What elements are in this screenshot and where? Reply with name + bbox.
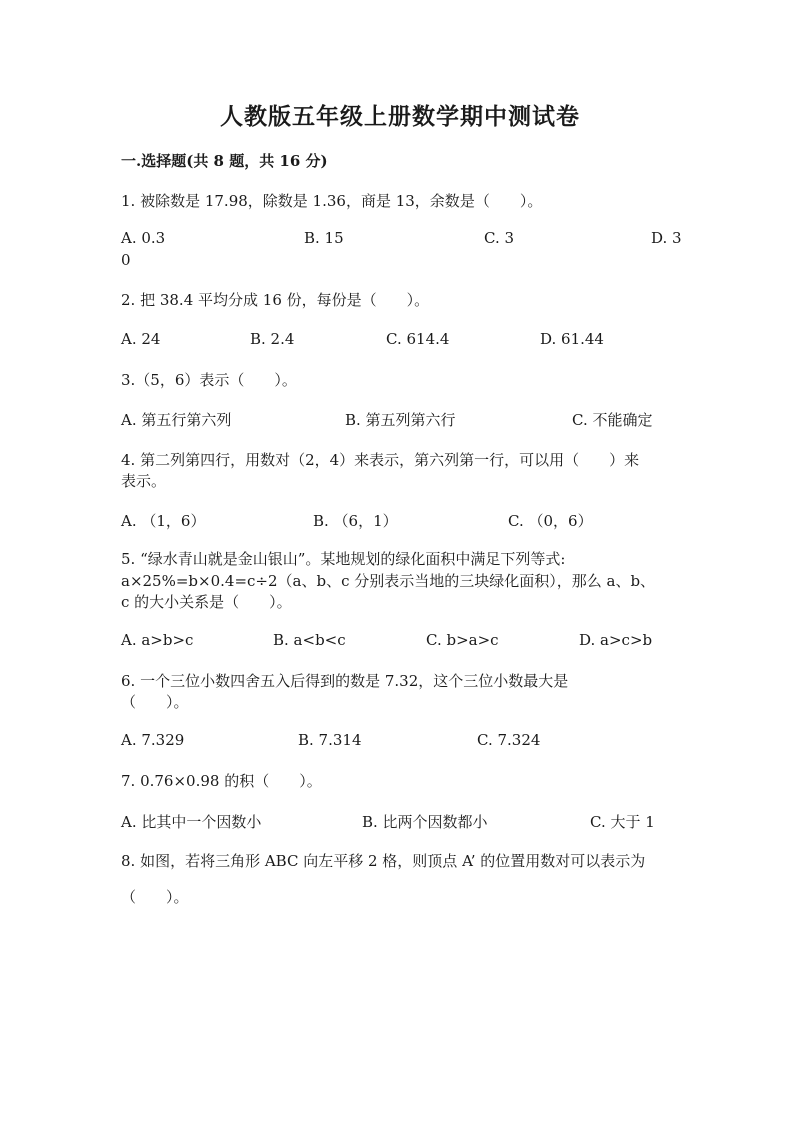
question-5-text-line-3: c 的大小关系是（ ）。 — [121, 593, 292, 611]
question-6-text-line-1: 6. 一个三位小数四舍五入后得到的数是 7.32，这个三位小数最大是 — [121, 672, 569, 690]
question-1-option-d: D. 3 — [651, 229, 682, 247]
question-4-option-c: C. （0，6） — [508, 512, 593, 530]
question-7-option-b: B. 比两个因数都小 — [362, 813, 488, 831]
question-1-option-b: B. 15 — [304, 229, 344, 247]
question-1-text: 1. 被除数是 17.98，除数是 1.36，商是 13，余数是（ ）。 — [121, 192, 543, 210]
question-1-option-a: A. 0.3 — [121, 229, 166, 247]
question-1-option-d-wrap: 0 — [121, 251, 131, 269]
question-5-option-d: D. a>c>b — [579, 631, 653, 649]
question-5-option-a: A. a>b>c — [121, 631, 194, 649]
question-3-option-a: A. 第五行第六列 — [121, 411, 232, 429]
question-5-option-c: C. b>a>c — [426, 631, 499, 649]
question-6-option-c: C. 7.324 — [477, 731, 541, 749]
question-7-text: 7. 0.76×0.98 的积（ ）。 — [121, 772, 322, 790]
question-2-option-c: C. 614.4 — [386, 330, 450, 348]
question-6-option-a: A. 7.329 — [121, 731, 185, 749]
question-1-option-c: C. 3 — [484, 229, 515, 247]
question-5-text-line-2: a×25%=b×0.4=c÷2（a、b、c 分别表示当地的三块绿化面积），那么 a、b、 — [121, 572, 656, 590]
question-4-option-a: A. （1，6） — [121, 512, 206, 530]
question-8-text-line-2: （ ）。 — [121, 888, 189, 906]
question-2-option-b: B. 2.4 — [250, 330, 295, 348]
question-7-option-c: C. 大于 1 — [590, 813, 655, 831]
question-3-text: 3.（5，6）表示（ ）。 — [121, 371, 297, 389]
question-8-text-line-1: 8. 如图，若将三角形 ABC 向左平移 2 格，则顶点 A’ 的位置用数对可以表示为 — [121, 852, 646, 870]
question-3-option-b: B. 第五列第六行 — [345, 411, 456, 429]
question-4-text-line-1: 4. 第二列第四行，用数对（2，4）来表示，第六列第一行，可以用（ ）来 — [121, 451, 640, 469]
question-4-option-b: B. （6，1） — [313, 512, 398, 530]
question-2-text: 2. 把 38.4 平均分成 16 份，每份是（ ）。 — [121, 291, 430, 309]
question-2-option-a: A. 24 — [121, 330, 161, 348]
section-heading: 一.选择题(共 8 题，共 16 分) — [121, 152, 328, 170]
question-4-text-line-2: 表示。 — [121, 472, 167, 490]
question-2-option-d: D. 61.44 — [540, 330, 604, 348]
question-3-option-c: C. 不能确定 — [572, 411, 653, 429]
question-5-text-line-1: 5. “绿水青山就是金山银山”。某地规划的绿化面积中满足下列等式: — [121, 550, 566, 568]
question-7-option-a: A. 比其中一个因数小 — [121, 813, 262, 831]
page-title: 人教版五年级上册数学期中测试卷 — [220, 103, 580, 130]
question-6-option-b: B. 7.314 — [298, 731, 362, 749]
question-5-option-b: B. a<b<c — [273, 631, 346, 649]
question-6-text-line-2: （ ）。 — [121, 693, 189, 711]
